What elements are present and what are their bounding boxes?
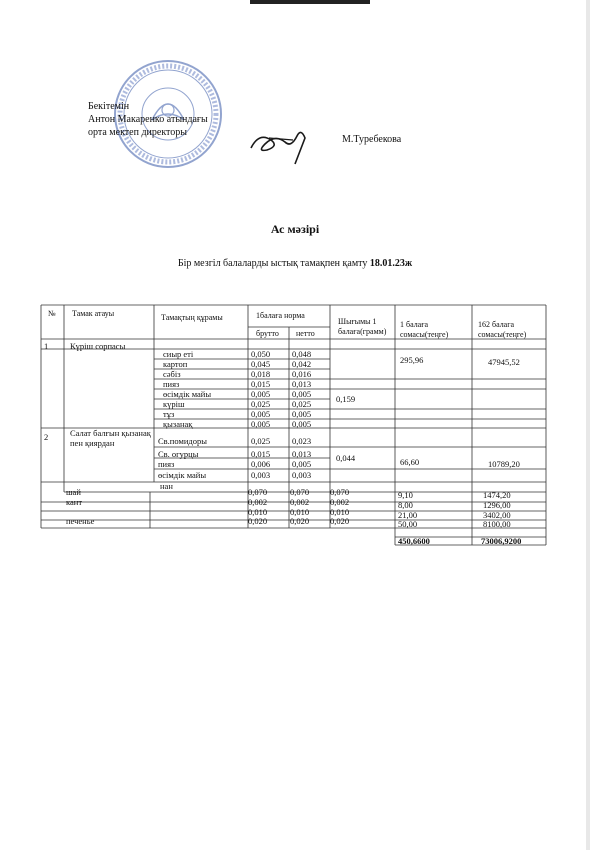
item-cost-per-child: 50,00 xyxy=(398,519,418,529)
ingredient-netto: 0,013 xyxy=(292,379,312,389)
item-cost-per-child: 9,10 xyxy=(398,490,413,500)
item-netto: 0,010 xyxy=(290,507,310,517)
item-netto: 0,020 xyxy=(290,516,310,526)
item-cost-all: 1296,00 xyxy=(483,500,511,510)
item-brutto: 0,002 xyxy=(248,497,268,507)
item-cost-all: 8100,00 xyxy=(483,519,511,529)
ingredient-brutto: 0,050 xyxy=(251,349,271,359)
item-netto: 0,070 xyxy=(290,487,310,497)
ingredient-name: қызанақ xyxy=(163,419,193,429)
ingredient-brutto: 0,025 xyxy=(251,399,271,409)
group-2-cost-per-child: 66,60 xyxy=(400,457,420,467)
ingredient-netto: 0,042 xyxy=(292,359,312,369)
header-brutto: брутто xyxy=(256,329,279,338)
group-2-cost-all: 10789,20 xyxy=(488,459,520,469)
ingredient-netto: 0,005 xyxy=(292,409,312,419)
subtitle-text: Бір мезгіл балаларды ыстық тамақпен қамту xyxy=(177,258,370,269)
ingredient-netto: 0,016 xyxy=(292,369,312,379)
director-name: М.Туребекова xyxy=(342,134,402,145)
item-yield: 0,070 xyxy=(330,487,350,497)
item-brutto: 0,020 xyxy=(248,516,268,526)
ingredient-netto: 0,023 xyxy=(292,436,312,446)
group-2-yield: 0,044 xyxy=(336,453,356,463)
ingredient-brutto: 0,003 xyxy=(251,470,271,480)
approval-line-approve: Бекітемін xyxy=(88,101,130,112)
item-brutto: 0,010 xyxy=(248,507,268,517)
item-cost-all: 1474,20 xyxy=(483,490,511,500)
header-cost-per-child: 1 балаға сомасы(теңге) xyxy=(400,320,449,339)
group-1-meal-name: Күріш сорпасы xyxy=(70,341,126,351)
ingredient-name: өсімдік майы xyxy=(158,470,207,480)
ingredient-name: тұз xyxy=(163,409,175,419)
ingredient-name: күріш xyxy=(163,399,185,409)
ingredient-netto: 0,003 xyxy=(292,470,312,480)
ingredient-netto: 0,013 xyxy=(292,449,312,459)
ingredient-brutto: 0,005 xyxy=(251,409,271,419)
header-meal-name: Тамак атауы xyxy=(72,309,115,318)
ingredient-name: өсімдік майы xyxy=(163,389,212,399)
header-netto: нетто xyxy=(296,329,315,338)
total-cost-all: 73006,9200 xyxy=(481,536,522,546)
header-yield-per-child: Шығымы 1 балаға(грамм) xyxy=(338,317,387,336)
item-yield: 0,020 xyxy=(330,516,350,526)
group-1-number: 1 xyxy=(44,341,49,351)
nan-label: нан xyxy=(160,481,173,491)
ingredient-name: сиыр еті xyxy=(163,349,194,359)
ingredient-netto: 0,025 xyxy=(292,399,312,409)
group-2-number: 2 xyxy=(44,432,49,442)
item-name: печенье xyxy=(66,516,95,526)
ingredient-brutto: 0,005 xyxy=(251,389,271,399)
ingredient-brutto: 0,006 xyxy=(251,459,271,469)
ingredient-name: картоп xyxy=(163,359,188,369)
ingredient-netto: 0,005 xyxy=(292,459,312,469)
item-cost-all: 3402,00 xyxy=(483,510,511,520)
item-yield: 0,002 xyxy=(330,497,350,507)
ingredient-brutto: 0,015 xyxy=(251,379,271,389)
document-title: Ас мәзірі xyxy=(270,222,320,236)
ingredient-brutto: 0,025 xyxy=(251,436,271,446)
ingredient-brutto: 0,005 xyxy=(251,419,271,429)
item-cost-per-child: 21,00 xyxy=(398,510,418,520)
ingredient-brutto: 0,045 xyxy=(251,359,271,369)
ingredient-name: сәбіз xyxy=(163,369,181,379)
ingredient-netto: 0,005 xyxy=(292,389,312,399)
header-norm-per-child: 1балаға норма xyxy=(256,311,305,320)
group-1-yield: 0,159 xyxy=(336,394,356,404)
ingredient-name: Св.помидоры xyxy=(158,436,207,446)
ingredient-name: пияз xyxy=(158,459,175,469)
item-name: шай xyxy=(66,487,81,497)
item-netto: 0,002 xyxy=(290,497,310,507)
approval-line-school: Антон Макаренко атындағы xyxy=(88,114,208,125)
header-number: № xyxy=(48,309,56,318)
item-brutto: 0,070 xyxy=(248,487,268,497)
item-cost-per-child: 8,00 xyxy=(398,500,413,510)
total-cost-per-child: 450,6600 xyxy=(398,536,430,546)
group-1-cost-all: 47945,52 xyxy=(488,357,520,367)
header-composition: Тамақтың құрамы xyxy=(161,313,223,322)
group-2-meal-name: Салат балғын қызанақ пен қиярдан xyxy=(70,428,151,448)
subtitle-date: 18.01.23ж xyxy=(369,258,413,269)
ingredient-netto: 0,048 xyxy=(292,349,312,359)
ingredient-name: пияз xyxy=(163,379,180,389)
item-yield: 0,010 xyxy=(330,507,350,517)
ingredient-netto: 0,005 xyxy=(292,419,312,429)
group-1-cost-per-child: 295,96 xyxy=(400,355,424,365)
ingredient-name: Св. огурцы xyxy=(158,449,199,459)
ingredient-brutto: 0,015 xyxy=(251,449,271,459)
approval-line-director: орта мектеп директоры xyxy=(88,127,188,138)
item-name: кант xyxy=(66,497,83,507)
header-cost-all-children: 162 балага сомасы(теңге) xyxy=(478,320,527,339)
ingredient-brutto: 0,018 xyxy=(251,369,271,379)
